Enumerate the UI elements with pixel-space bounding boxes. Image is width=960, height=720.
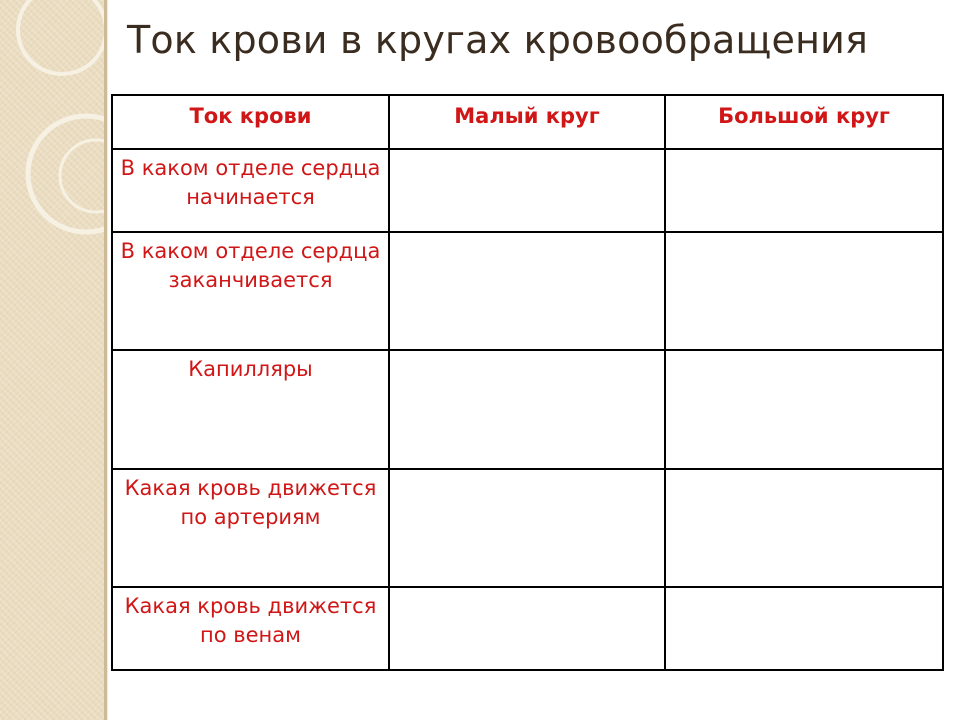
decorative-rings bbox=[0, 0, 108, 260]
table-row bbox=[112, 587, 943, 670]
cell-small-circle-veins[interactable] bbox=[389, 587, 665, 670]
row-label-capillaries: Капилляры bbox=[112, 350, 389, 469]
table-row bbox=[112, 469, 943, 587]
table-row bbox=[112, 350, 943, 469]
side-divider-highlight bbox=[107, 0, 108, 720]
slide-title: Ток крови в кругах кровообращения bbox=[127, 18, 869, 62]
table-row bbox=[112, 149, 943, 232]
row-label-veins: Какая кровь движется по венам bbox=[112, 587, 389, 670]
row-label-starts: В каком отделе сердца начинается bbox=[112, 149, 389, 232]
table-row bbox=[112, 232, 943, 350]
cell-small-circle-ends[interactable] bbox=[389, 232, 665, 350]
cell-small-circle-capillaries[interactable] bbox=[389, 350, 665, 469]
cell-big-circle-capillaries[interactable] bbox=[665, 350, 943, 469]
decorative-ring-small bbox=[60, 140, 108, 212]
decorative-ring-top bbox=[18, 0, 106, 74]
decorative-ring-large bbox=[28, 116, 108, 232]
cell-big-circle-ends[interactable] bbox=[665, 232, 943, 350]
cell-small-circle-arteries[interactable] bbox=[389, 469, 665, 587]
cell-big-circle-veins[interactable] bbox=[665, 587, 943, 670]
cell-small-circle-starts[interactable] bbox=[389, 149, 665, 232]
cell-big-circle-starts[interactable] bbox=[665, 149, 943, 232]
header-big-circle: Большой круг bbox=[665, 95, 943, 149]
header-blood-flow: Ток крови bbox=[112, 95, 389, 149]
row-label-ends: В каком отделе сердца заканчивается bbox=[112, 232, 389, 350]
blood-flow-table bbox=[111, 94, 944, 671]
cell-big-circle-arteries[interactable] bbox=[665, 469, 943, 587]
row-label-arteries: Какая кровь движется по артериям bbox=[112, 469, 389, 587]
table-header-row bbox=[112, 95, 943, 149]
header-small-circle: Малый круг bbox=[389, 95, 665, 149]
